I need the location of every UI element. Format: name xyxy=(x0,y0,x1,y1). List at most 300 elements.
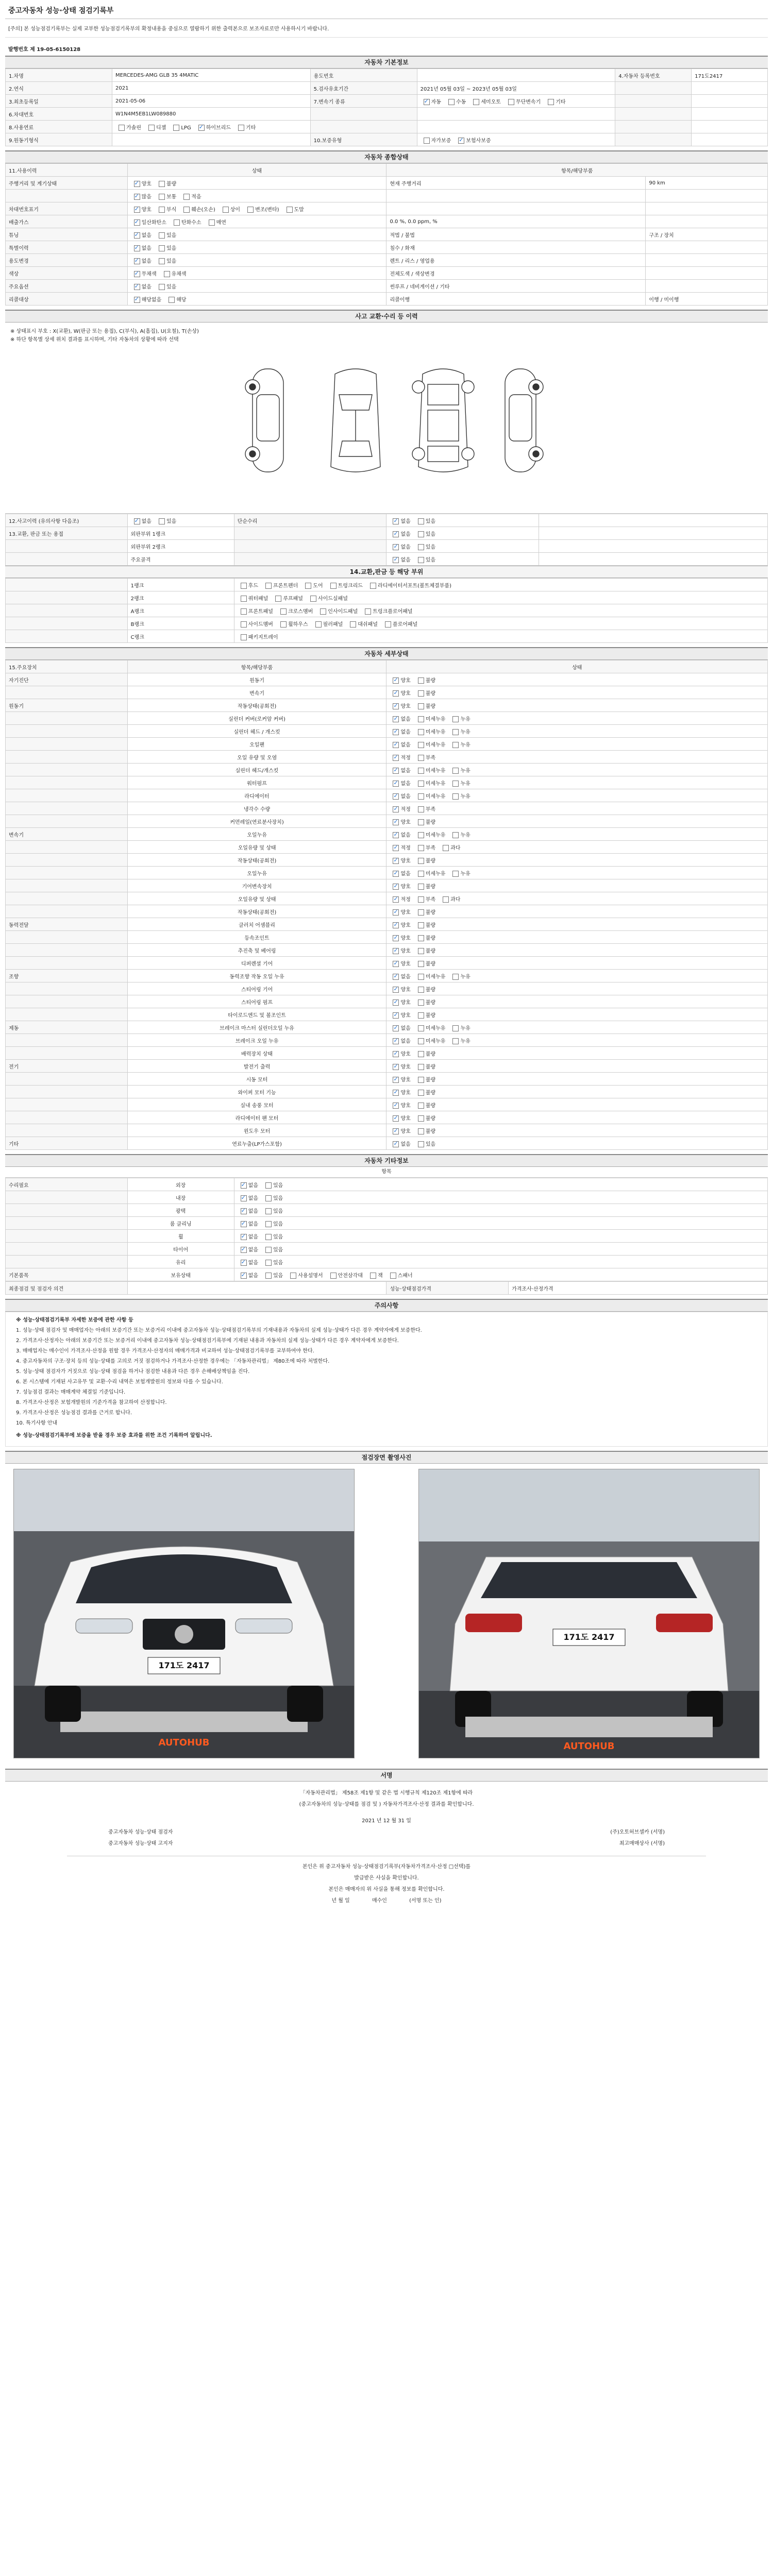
notice-item: 4. 중고자동차의 구조·장치 등의 성능·상태를 고의로 거짓 점검하거나 가격조사·산정한 경우에는 「자동차관리법」 제80조에 따라 처벌한다. xyxy=(16,1359,330,1364)
state-option xyxy=(390,676,410,684)
option-label: 없음 xyxy=(248,1182,258,1189)
detail-item: 실내 송풍 모터 xyxy=(127,1098,386,1111)
option-label: 누유 xyxy=(460,793,470,800)
basic-label: 10.보증유형 xyxy=(310,133,417,146)
state-option xyxy=(415,895,435,903)
detail-state xyxy=(386,686,768,699)
state-option xyxy=(390,843,410,851)
detail-group xyxy=(6,751,128,764)
checkbox-icon xyxy=(548,99,554,105)
state-options xyxy=(131,297,191,303)
overall-note: 렌트 / 리스 / 영업용 xyxy=(386,254,646,267)
checkbox-icon xyxy=(275,596,281,602)
option-label: 있음 xyxy=(166,284,177,290)
extra-item: 룸 클리닝 xyxy=(127,1217,234,1230)
checkbox-icon xyxy=(393,716,399,722)
checkbox-icon xyxy=(393,544,399,550)
detail-group xyxy=(6,1047,128,1060)
checkbox-icon xyxy=(393,690,399,697)
state-option xyxy=(415,805,435,812)
basic-value xyxy=(692,121,768,133)
overall-row xyxy=(6,215,768,228)
damage-value: 외판부위 2랭크 xyxy=(127,540,234,553)
checkbox-icon xyxy=(393,974,399,980)
checkbox-icon xyxy=(452,871,459,877)
option-label: 양호 xyxy=(400,922,411,928)
checkbox-icon xyxy=(164,271,170,277)
checkbox-icon xyxy=(418,1128,424,1134)
checkbox-icon xyxy=(393,1077,399,1083)
checkbox-icon xyxy=(418,1103,424,1109)
checkbox-icon xyxy=(305,583,311,589)
checkbox-icon xyxy=(452,729,459,735)
state-option xyxy=(415,946,435,954)
checkbox-icon xyxy=(393,884,399,890)
basic-label: 9.원동기형식 xyxy=(6,133,112,146)
extra-state xyxy=(234,1256,767,1268)
checkbox-icon xyxy=(452,768,459,774)
state-option xyxy=(156,192,176,200)
state-options xyxy=(390,742,474,748)
certificate-number-label: 발행번호 xyxy=(8,47,28,53)
detail-state xyxy=(386,931,768,944)
checkbox-icon xyxy=(393,755,399,761)
basic-value xyxy=(112,121,311,133)
state-options xyxy=(390,1090,440,1096)
state-option xyxy=(131,517,152,524)
checkbox-icon xyxy=(330,583,337,589)
state-option xyxy=(238,581,258,589)
overall-row xyxy=(6,177,768,190)
confirm-line2: 발급받은 사실을 확인합니다. xyxy=(354,1875,419,1881)
state-option xyxy=(390,985,410,993)
state-option xyxy=(277,607,313,615)
state-option xyxy=(390,972,410,980)
detail-group xyxy=(6,1034,128,1047)
state-option xyxy=(390,1088,410,1096)
overall-col-item: 11.사용이력 xyxy=(6,164,128,177)
checkbox-icon xyxy=(393,557,399,563)
checkbox-icon xyxy=(424,99,430,105)
checkbox-icon xyxy=(508,99,514,105)
parts-items xyxy=(234,630,767,643)
state-option xyxy=(347,620,378,628)
option-label: 없음 xyxy=(400,1141,411,1147)
overall-label: 리콜대상 xyxy=(6,293,128,306)
state-option xyxy=(390,869,410,877)
basic-value xyxy=(417,95,615,108)
checkbox-icon xyxy=(173,125,179,131)
option-label: 양호 xyxy=(141,207,152,213)
detail-group: 원동기 xyxy=(6,699,128,712)
damage-spacer xyxy=(539,527,768,540)
checkbox-icon xyxy=(393,922,399,928)
basic-row xyxy=(6,121,768,133)
option-label: 없음 xyxy=(400,531,411,537)
checkbox-icon xyxy=(265,1208,272,1214)
damage-row xyxy=(6,553,768,566)
state-option xyxy=(312,620,343,628)
option-label: 도어 xyxy=(313,583,323,589)
detail-state xyxy=(386,1034,768,1047)
state-options xyxy=(390,974,474,980)
state-option xyxy=(390,1037,410,1044)
state-option xyxy=(415,934,435,941)
detail-row xyxy=(6,738,768,751)
state-option xyxy=(115,123,141,131)
checkbox-icon xyxy=(287,207,293,213)
state-option xyxy=(415,792,446,800)
basic-value xyxy=(692,108,768,121)
checkbox-icon xyxy=(148,125,155,131)
state-option xyxy=(238,1271,258,1279)
option-label: 없음 xyxy=(248,1195,258,1201)
option-label: 없음 xyxy=(248,1208,258,1214)
detail-row xyxy=(6,879,768,892)
detail-group xyxy=(6,1111,128,1124)
state-option xyxy=(455,136,491,144)
detail-state xyxy=(386,1060,768,1073)
state-options xyxy=(238,583,456,589)
state-options xyxy=(390,987,440,993)
state-option xyxy=(387,1271,413,1279)
detail-group: 기타 xyxy=(6,1137,128,1150)
option-label: 있음 xyxy=(166,518,177,524)
checkbox-icon xyxy=(241,1208,247,1214)
option-label: 있음 xyxy=(425,544,436,550)
basic-row xyxy=(6,133,768,146)
photos-heading: 점검장면 촬영사진 xyxy=(5,1451,768,1464)
option-label: 해당 xyxy=(176,297,187,303)
state-option xyxy=(415,779,446,787)
checkbox-icon xyxy=(209,219,215,226)
option-label: 없음 xyxy=(400,557,411,563)
checkbox-icon xyxy=(393,1051,399,1057)
checkbox-icon xyxy=(393,948,399,954)
basic-value xyxy=(692,133,768,146)
confirm-line3: 본인은 매매자의 위 사실을 통해 정보를 확인합니다. xyxy=(328,1887,445,1892)
state-option xyxy=(449,831,470,838)
extra-row xyxy=(6,1268,768,1281)
notice-heading: 주의사항 xyxy=(5,1299,768,1312)
option-label: 있음 xyxy=(425,518,436,524)
overall-state xyxy=(127,228,386,241)
state-option xyxy=(262,1258,283,1266)
detail-item: 오일유량 및 상태 xyxy=(127,892,386,905)
notice-item: 5. 성능·상태 점검자가 거짓으로 성능·상태 점검을 하거나 점검한 내용과 다른 경우 손해배상책임을 진다. xyxy=(16,1369,250,1375)
option-label: 누유 xyxy=(460,729,470,735)
option-label: 있음 xyxy=(273,1247,283,1253)
overall-value: 이행 / 미이행 xyxy=(646,293,768,306)
state-option xyxy=(415,985,435,993)
detail-row xyxy=(6,841,768,854)
state-option xyxy=(415,727,446,735)
option-label: 프론트패널 xyxy=(248,608,273,615)
option-label: 훼손(오손) xyxy=(191,207,215,213)
state-option xyxy=(470,97,501,105)
state-option xyxy=(449,779,470,787)
state-options xyxy=(390,532,440,537)
detail-item: 브레이크 오일 누유 xyxy=(127,1034,386,1047)
option-label: 양호 xyxy=(400,999,411,1006)
detail-row xyxy=(6,1060,768,1073)
checkbox-icon xyxy=(418,768,424,774)
basic-label: 7.변속기 종류 xyxy=(310,95,417,108)
state-option xyxy=(415,831,446,838)
notice-list xyxy=(5,1312,768,1447)
extra-state xyxy=(234,1178,767,1191)
overall-label: 튜닝 xyxy=(6,228,128,241)
state-option xyxy=(390,856,410,864)
checkbox-icon xyxy=(280,608,287,615)
detail-state xyxy=(386,1008,768,1021)
checkbox-icon xyxy=(393,845,399,851)
basic-info-heading: 자동차 기본정보 xyxy=(5,56,768,69)
checkbox-icon xyxy=(370,583,376,589)
option-label: 세미오토 xyxy=(481,99,501,105)
state-option xyxy=(445,97,466,105)
state-option xyxy=(131,192,152,200)
damage-label2 xyxy=(234,527,386,540)
state-option xyxy=(415,740,446,748)
detail-col-device: 15.주요장치 xyxy=(6,660,128,673)
checkbox-icon xyxy=(418,703,424,709)
extra-row xyxy=(6,1243,768,1256)
state-options xyxy=(131,207,308,213)
checkbox-icon xyxy=(418,845,424,851)
detail-item: 브레이크 마스터 실린더오일 누유 xyxy=(127,1021,386,1034)
state-options xyxy=(390,845,464,851)
detail-group xyxy=(6,1086,128,1098)
detail-state xyxy=(386,764,768,776)
option-label: 불량 xyxy=(425,909,436,916)
state-option xyxy=(390,1024,410,1031)
detail-col-state: 상태 xyxy=(386,660,768,673)
state-option xyxy=(238,1245,258,1253)
checkbox-icon xyxy=(241,1273,247,1279)
option-label: 미세누유 xyxy=(425,716,446,722)
state-options xyxy=(390,833,474,838)
detail-row xyxy=(6,673,768,686)
option-label: 없음 xyxy=(141,245,152,251)
checkbox-icon xyxy=(134,207,140,213)
state-option xyxy=(545,97,565,105)
checkbox-icon xyxy=(315,621,322,628)
overall-value: 구조 / 장치 xyxy=(646,228,768,241)
state-option xyxy=(390,818,410,825)
state-option xyxy=(449,1037,470,1044)
state-options xyxy=(131,272,191,277)
state-option xyxy=(390,1062,410,1070)
detail-item: 발전기 출력 xyxy=(127,1060,386,1073)
detail-row xyxy=(6,1073,768,1086)
option-label: 없음 xyxy=(400,781,411,787)
basic-row xyxy=(6,82,768,95)
checkbox-icon xyxy=(443,896,449,903)
state-option xyxy=(415,1127,435,1134)
checkbox-icon xyxy=(418,961,424,967)
state-option xyxy=(415,1075,435,1083)
detail-item: 작동상태(공회전) xyxy=(127,854,386,867)
state-option xyxy=(171,218,201,226)
detail-group xyxy=(6,957,128,970)
checkbox-icon xyxy=(393,896,399,903)
state-option xyxy=(415,543,435,550)
option-label: 양호 xyxy=(400,703,411,709)
state-option xyxy=(390,882,410,890)
state-options xyxy=(238,1183,288,1189)
state-options xyxy=(390,1013,440,1019)
state-option xyxy=(390,831,410,838)
option-label: 보험사보증 xyxy=(466,138,491,144)
detail-group xyxy=(6,712,128,725)
checkbox-icon xyxy=(393,793,399,800)
detail-row xyxy=(6,905,768,918)
parts-table xyxy=(5,578,768,643)
detail-group: 조향 xyxy=(6,970,128,982)
option-label: 양호 xyxy=(400,961,411,967)
state-option xyxy=(415,517,435,524)
detail-row xyxy=(6,828,768,841)
state-option xyxy=(287,1271,323,1279)
checkbox-icon xyxy=(365,608,371,615)
checkbox-icon xyxy=(265,1234,272,1240)
checkbox-icon xyxy=(241,608,247,615)
overall-value xyxy=(646,190,768,202)
overall-state xyxy=(127,177,386,190)
state-options xyxy=(238,1196,288,1201)
state-option xyxy=(390,543,410,550)
state-option xyxy=(262,1271,283,1279)
option-label: 양호 xyxy=(400,677,411,684)
checkbox-icon xyxy=(418,1012,424,1019)
state-option xyxy=(390,740,410,748)
checkbox-icon xyxy=(241,1234,247,1240)
detail-item: 배력장치 상태 xyxy=(127,1047,386,1060)
option-label: 양호 xyxy=(400,987,411,993)
checkbox-icon xyxy=(393,819,399,825)
basic-value xyxy=(692,82,768,95)
checkbox-icon xyxy=(290,1273,296,1279)
detail-row xyxy=(6,1098,768,1111)
state-option xyxy=(415,1088,435,1096)
checkbox-icon xyxy=(393,1038,399,1044)
parts-group xyxy=(6,604,128,617)
overall-value xyxy=(646,215,768,228)
state-options xyxy=(238,1209,288,1214)
notice-item: 8. 가격조사·산정은 보험개발원의 기준가격을 참고하여 산정합니다. xyxy=(16,1400,167,1405)
state-option xyxy=(390,934,410,941)
option-label: 미세누유 xyxy=(425,768,446,774)
checkbox-icon xyxy=(350,621,356,628)
state-option xyxy=(449,972,470,980)
basic-label xyxy=(615,121,692,133)
option-label: 양호 xyxy=(400,935,411,941)
basic-row xyxy=(6,108,768,121)
basic-label xyxy=(615,95,692,108)
state-option xyxy=(131,231,152,239)
detail-item: 와이퍼 모터 기능 xyxy=(127,1086,386,1098)
option-label: 없음 xyxy=(400,793,411,800)
checkbox-icon xyxy=(198,125,205,131)
option-label: 부족 xyxy=(425,845,436,851)
confirm-line1: 본인은 위 중고자동차 성능·상태점검기록부(자동차가격조사·산정 □선택)를 xyxy=(302,1864,471,1870)
detail-item: 오일누유 xyxy=(127,828,386,841)
detail-row xyxy=(6,1086,768,1098)
state-option xyxy=(390,921,410,928)
state-option xyxy=(238,607,273,615)
state-option xyxy=(131,179,152,187)
detail-group xyxy=(6,841,128,854)
detail-row xyxy=(6,764,768,776)
detail-state xyxy=(386,789,768,802)
option-label: 미세누유 xyxy=(425,793,446,800)
checkbox-icon xyxy=(134,232,140,239)
checkbox-icon xyxy=(418,819,424,825)
basic-label xyxy=(615,133,692,146)
option-label: 불량 xyxy=(425,961,436,967)
overall-note: 썬루프 / 네비게이션 / 기타 xyxy=(386,280,646,293)
damage-label2: 단순수리 xyxy=(234,514,386,527)
state-option xyxy=(131,205,152,213)
state-option xyxy=(415,715,446,722)
option-label: 사이드멤버 xyxy=(248,621,273,628)
checkbox-icon xyxy=(174,219,180,226)
extra-item: 외장 xyxy=(127,1178,234,1191)
detail-row xyxy=(6,815,768,828)
checkbox-icon xyxy=(473,99,479,105)
detail-group: 동력전달 xyxy=(6,918,128,931)
state-options xyxy=(131,220,230,226)
option-label: 불량 xyxy=(425,1115,436,1122)
detail-row xyxy=(6,751,768,764)
detail-row xyxy=(6,944,768,957)
state-option xyxy=(390,895,410,903)
option-label: 양호 xyxy=(400,1090,411,1096)
checkbox-icon xyxy=(393,742,399,748)
detail-row xyxy=(6,1034,768,1047)
option-label: 누유 xyxy=(460,974,470,980)
extra-state xyxy=(234,1204,767,1217)
detail-state xyxy=(386,828,768,841)
notice-item: 7. 성능점검 결과는 매매계약 체결일 기준입니다. xyxy=(16,1389,126,1395)
state-option xyxy=(277,620,308,628)
state-option xyxy=(262,1194,283,1201)
parts-row xyxy=(6,630,768,643)
option-label: 무채색 xyxy=(141,271,157,277)
damage-value2 xyxy=(386,540,539,553)
option-label: 양호 xyxy=(400,690,411,697)
option-label: 인사이드패널 xyxy=(328,608,358,615)
state-options xyxy=(390,1103,440,1109)
option-label: 불량 xyxy=(166,181,177,187)
detail-state xyxy=(386,1137,768,1150)
checkbox-icon xyxy=(265,583,272,589)
parts-group xyxy=(6,630,128,643)
detail-state xyxy=(386,995,768,1008)
damage-legend-line1: ※ 상태표시 부호 : X(교환), W(판금 또는 용접), C(부식), A(흠집), U(요철), T(손상) xyxy=(10,329,199,334)
option-label: 양호 xyxy=(400,1012,411,1019)
checkbox-icon xyxy=(418,690,424,697)
overall-heading: 자동차 종합상태 xyxy=(5,150,768,163)
overall-table xyxy=(5,163,768,306)
parts-heading: 14.교환,판금 등 해당 부위 xyxy=(5,566,768,578)
checkbox-icon xyxy=(159,258,165,264)
state-option xyxy=(415,818,435,825)
document-page xyxy=(5,0,768,1913)
checkbox-icon xyxy=(241,1182,247,1189)
parts-row xyxy=(6,617,768,630)
